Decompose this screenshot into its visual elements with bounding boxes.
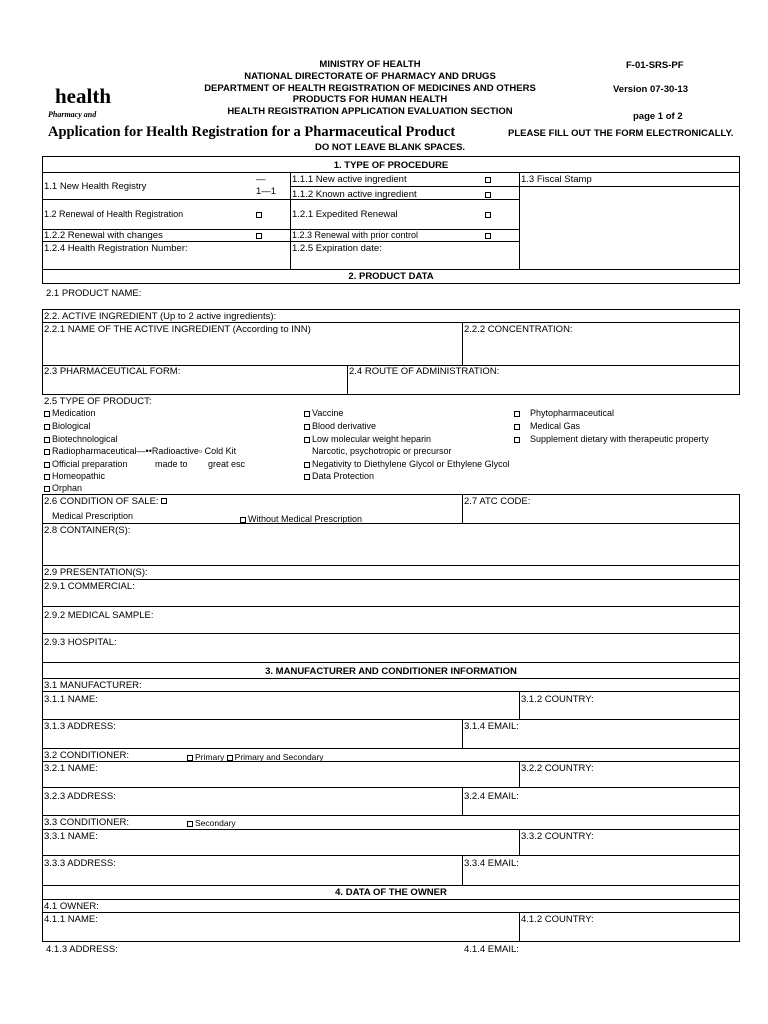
new-active-ingredient-label: 1.1.1 New active ingredient bbox=[292, 174, 407, 185]
type-of-product-label: 2.5 TYPE OF PRODUCT: bbox=[44, 396, 152, 407]
form-version: Version 07-30-13 bbox=[613, 84, 688, 95]
renewal-with-changes-label: 1.2.2 Renewal with changes bbox=[44, 230, 163, 241]
option-official-preparation[interactable] bbox=[44, 459, 127, 470]
data-protection-label: Data Protection bbox=[312, 471, 375, 481]
option-radiopharmaceutical[interactable] bbox=[44, 446, 236, 457]
owner-country-label: 4.1.2 COUNTRY: bbox=[521, 914, 594, 925]
conditioner-address-label: 3.2.3 ADDRESS: bbox=[44, 791, 116, 802]
new-registry-mark: — bbox=[256, 174, 266, 185]
manufacturer-heading: 3. MANUFACTURER AND CONDITIONER INFORMATION bbox=[265, 666, 517, 677]
manufacturer-country-label: 3.1.2 COUNTRY: bbox=[521, 694, 594, 705]
option-supplement[interactable] bbox=[514, 434, 709, 445]
negativity-label: Negativity to Diethylene Glycol or Ethylene Glycol bbox=[312, 459, 510, 469]
secondary-checkbox[interactable] bbox=[187, 821, 193, 827]
commercial-label: 2.9.1 COMMERCIAL: bbox=[44, 581, 135, 592]
owner-email-label: 4.1.4 EMAIL: bbox=[464, 944, 519, 955]
registration-number-label: 1.2.4 Health Registration Number: bbox=[44, 243, 188, 254]
biological-label: Biological bbox=[52, 421, 91, 431]
ministry-title: MINISTRY OF HEALTH bbox=[319, 59, 421, 70]
new-registry-mark-2: 1—1 bbox=[256, 186, 277, 197]
medical-prescription-checkbox[interactable] bbox=[161, 498, 167, 504]
option-medication[interactable] bbox=[44, 408, 96, 419]
option-secondary[interactable] bbox=[187, 818, 236, 829]
manufacturer-label: 3.1 MANUFACTURER: bbox=[44, 680, 142, 691]
medication-checkbox[interactable] bbox=[44, 411, 50, 417]
vaccine-checkbox[interactable] bbox=[304, 411, 310, 417]
conditioner-email-label: 3.2.4 EMAIL: bbox=[464, 791, 519, 802]
made-to-label: made to bbox=[155, 459, 188, 469]
manufacturer-email-label: 3.1.4 EMAIL: bbox=[464, 721, 519, 732]
owner-name-label: 4.1.1 NAME: bbox=[44, 914, 98, 925]
renewal-with-changes-checkbox[interactable] bbox=[256, 233, 262, 239]
heparin-checkbox[interactable] bbox=[304, 437, 310, 443]
option-biotechnological[interactable] bbox=[44, 434, 118, 445]
primary-secondary-label: Primary and Secondary bbox=[234, 752, 324, 762]
radiopharmaceutical-label: Radiopharmaceutical—••Radioactive▫ Cold Kit bbox=[52, 446, 237, 456]
primary-secondary-checkbox[interactable] bbox=[227, 755, 233, 761]
primary-checkbox[interactable] bbox=[187, 755, 193, 761]
owner-label: 4.1 OWNER: bbox=[44, 901, 99, 912]
conditioner-2-label: 3.3 CONDITIONER: bbox=[44, 817, 129, 828]
route-of-administration-label: 2.4 ROUTE OF ADMINISTRATION: bbox=[349, 366, 500, 377]
instruction-blank: DO NOT LEAVE BLANK SPACES. bbox=[315, 142, 466, 153]
expedited-renewal-checkbox[interactable] bbox=[485, 212, 491, 218]
ingredient-name-label: 2.2.1 NAME OF THE ACTIVE INGREDIENT (According to INN) bbox=[44, 324, 311, 335]
renewal-prior-control-checkbox[interactable] bbox=[485, 233, 491, 239]
owner-heading: 4. DATA OF THE OWNER bbox=[335, 887, 447, 898]
option-orphan[interactable] bbox=[44, 483, 82, 494]
fiscal-stamp-label: 1.3 Fiscal Stamp bbox=[521, 174, 592, 185]
product-data-heading: 2. PRODUCT DATA bbox=[348, 271, 434, 282]
page-number: page 1 of 2 bbox=[633, 111, 683, 122]
medical-gas-checkbox[interactable] bbox=[514, 424, 520, 430]
option-homeopathic[interactable] bbox=[44, 471, 105, 482]
hospital-label: 2.9.3 HOSPITAL: bbox=[44, 637, 117, 648]
conditioner-name-label: 3.2.1 NAME: bbox=[44, 763, 98, 774]
phytopharmaceutical-label: Phytopharmaceutical bbox=[530, 408, 615, 418]
option-vaccine[interactable] bbox=[304, 408, 343, 419]
instruction-electronic: PLEASE FILL OUT THE FORM ELECTRONICALLY. bbox=[508, 128, 734, 139]
concentration-label: 2.2.2 CONCENTRATION: bbox=[464, 324, 573, 335]
department-title: DEPARTMENT OF HEALTH REGISTRATION OF MEDICINES AND OTHERS bbox=[204, 83, 536, 94]
conditioner-2-address-label: 3.3.3 ADDRESS: bbox=[44, 858, 116, 869]
narcotic-label: Narcotic, psychotropic or precursor bbox=[312, 446, 452, 456]
option-biological[interactable] bbox=[44, 421, 91, 432]
conditioner-2-email-label: 3.3.4 EMAIL: bbox=[464, 858, 519, 869]
negativity-checkbox[interactable] bbox=[304, 462, 310, 468]
great-esc-label: great esc bbox=[208, 459, 246, 469]
renewal-prior-control-label: 1.2.3 Renewal with prior control bbox=[292, 230, 419, 240]
biological-checkbox[interactable] bbox=[44, 424, 50, 430]
containers-box bbox=[42, 523, 740, 566]
manufacturer-name-label: 3.1.1 NAME: bbox=[44, 694, 98, 705]
conditioner-2-name-label: 3.3.1 NAME: bbox=[44, 831, 98, 842]
conditioner-label: 3.2 CONDITIONER: bbox=[44, 750, 129, 761]
option-heparin[interactable] bbox=[304, 434, 431, 445]
without-prescription-checkbox[interactable] bbox=[240, 517, 246, 523]
containers-label: 2.8 CONTAINER(S): bbox=[44, 525, 131, 536]
products-title: PRODUCTS FOR HUMAN HEALTH bbox=[292, 94, 448, 105]
section-title: HEALTH REGISTRATION APPLICATION EVALUATION SECTION bbox=[227, 106, 513, 117]
phytopharmaceutical-checkbox[interactable] bbox=[514, 411, 520, 417]
blood-derivative-checkbox[interactable] bbox=[304, 424, 310, 430]
orphan-checkbox[interactable] bbox=[44, 486, 50, 492]
official-preparation-label: Official preparation bbox=[52, 459, 128, 469]
radiopharmaceutical-checkbox[interactable] bbox=[44, 449, 50, 455]
manufacturer-box bbox=[42, 662, 740, 886]
biotechnological-label: Biotechnological bbox=[52, 434, 118, 444]
type-of-procedure-heading: 1. TYPE OF PROCEDURE bbox=[333, 160, 449, 171]
primary-label: Primary bbox=[195, 752, 225, 762]
presentations-label: 2.9 PRESENTATION(S): bbox=[44, 567, 148, 578]
directorate-title: NATIONAL DIRECTORATE OF PHARMACY AND DRUGS bbox=[244, 71, 496, 82]
official-preparation-checkbox[interactable] bbox=[44, 462, 50, 468]
vaccine-label: Vaccine bbox=[312, 408, 344, 418]
health-logo: health bbox=[55, 84, 112, 108]
new-active-ingredient-checkbox[interactable] bbox=[485, 177, 491, 183]
blood-derivative-label: Blood derivative bbox=[312, 421, 377, 431]
pharmaceutical-form-label: 2.3 PHARMACEUTICAL FORM: bbox=[44, 366, 181, 377]
option-negativity[interactable] bbox=[304, 459, 510, 470]
owner-address-label: 4.1.3 ADDRESS: bbox=[46, 944, 118, 955]
conditioner-2-country-label: 3.3.2 COUNTRY: bbox=[521, 831, 594, 842]
option-phytopharmaceutical[interactable] bbox=[514, 408, 614, 419]
medical-prescription-label: Medical Prescription bbox=[52, 511, 134, 521]
form-title: Application for Health Registration for a Pharmaceutical Product bbox=[48, 124, 456, 140]
atc-code-label: 2.7 ATC CODE: bbox=[464, 496, 531, 507]
medication-label: Medication bbox=[52, 408, 96, 418]
heparin-label: Low molecular weight heparin bbox=[312, 434, 432, 444]
product-name-label: 2.1 PRODUCT NAME: bbox=[46, 288, 142, 299]
fiscal-stamp-area[interactable] bbox=[520, 187, 739, 269]
option-data-protection[interactable] bbox=[304, 471, 374, 482]
conditioner-country-label: 3.2.2 COUNTRY: bbox=[521, 763, 594, 774]
orphan-label: Orphan bbox=[52, 483, 83, 493]
manufacturer-address-label: 3.1.3 ADDRESS: bbox=[44, 721, 116, 732]
condition-of-sale-label bbox=[44, 496, 169, 507]
expiration-date-label: 1.2.5 Expiration date: bbox=[292, 243, 382, 254]
new-health-registry-label: 1.1 New Health Registry bbox=[44, 181, 147, 192]
supplement-label: Supplement dietary with therapeutic property bbox=[530, 434, 709, 444]
form-code: F-01-SRS-PF bbox=[626, 60, 684, 71]
supplement-checkbox[interactable] bbox=[514, 437, 520, 443]
medical-sample-label: 2.9.2 MEDICAL SAMPLE: bbox=[44, 610, 154, 621]
homeopathic-label: Homeopathic bbox=[52, 471, 106, 481]
option-blood-derivative[interactable] bbox=[304, 421, 376, 432]
renewal-checkbox[interactable] bbox=[256, 212, 262, 218]
secondary-label: Secondary bbox=[195, 818, 236, 828]
active-ingredient-label: 2.2. ACTIVE INGREDIENT (Up to 2 active ingredients): bbox=[44, 311, 277, 322]
health-logo-subtitle: Pharmacy and bbox=[48, 110, 97, 119]
without-prescription-label: Without Medical Prescription bbox=[248, 514, 363, 524]
expedited-renewal-label: 1.2.1 Expedited Renewal bbox=[292, 209, 398, 220]
option-medical-gas[interactable] bbox=[514, 421, 580, 432]
data-protection-checkbox[interactable] bbox=[304, 474, 310, 480]
homeopathic-checkbox[interactable] bbox=[44, 474, 50, 480]
condition-of-sale-text: 2.6 CONDITION OF SALE: bbox=[44, 496, 159, 507]
medical-gas-label: Medical Gas bbox=[530, 421, 581, 431]
renewal-label: 1.2 Renewal of Health Registration bbox=[44, 209, 184, 219]
biotechnological-checkbox[interactable] bbox=[44, 437, 50, 443]
known-active-ingredient-checkbox[interactable] bbox=[485, 192, 491, 198]
known-active-ingredient-label: 1.1.2 Known active ingredient bbox=[292, 189, 417, 200]
